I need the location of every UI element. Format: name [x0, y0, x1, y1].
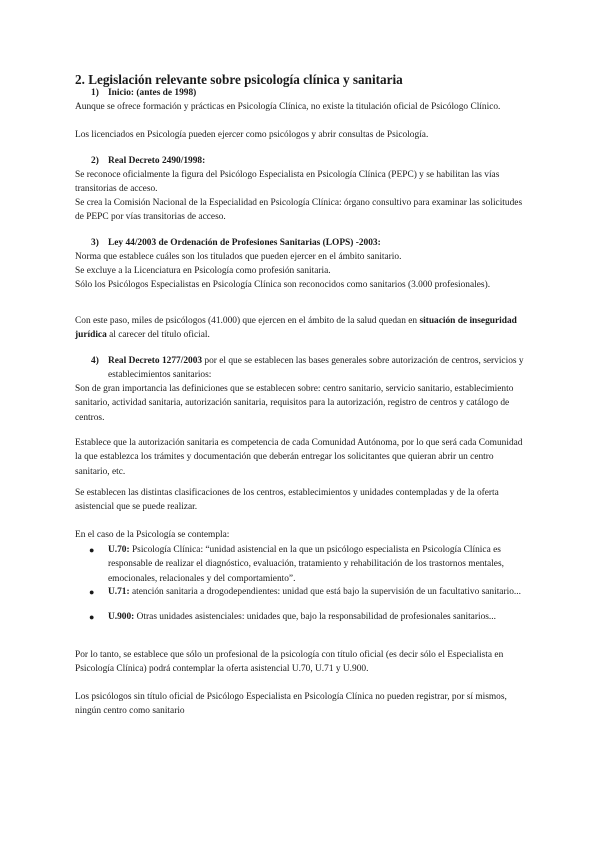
- section-title: 2. Legislación relevante sobre psicología clínica y sanitaria: [75, 72, 403, 87]
- unit-description: Psicología Clínica: “unidad asistencial en la que un psicólogo especialista en Psicología Clínica es responsable de realizar el diagnóstico, evaluación, tratamiento y rehabilitación de los trastornos mentales, emocionales, relacionales y del comportamiento”.: [108, 545, 504, 584]
- note-emphasis: situación de inseguridad jurídica: [75, 316, 517, 341]
- unit-code: U.900:: [108, 612, 135, 622]
- bullet-glyph: ●: [89, 545, 95, 555]
- unit-description: atención sanitaria a drogodependientes: unidad que está bajo la supervisión de un facultativo sanitario...: [131, 587, 521, 597]
- paragraph: Norma que establece cuáles son los titulados que pueden ejercer en el ámbito sanitario.: [75, 252, 402, 262]
- item-heading: Real Decreto 1277/2003: [108, 356, 203, 366]
- item-heading-rest: por el que se establecen las bases generales sobre autorización de centros, servicios y establecimientos sanitarios:: [108, 356, 524, 381]
- paragraph: Establece que la autorización sanitaria es competencia de cada Comunidad Autónoma, por lo que será cada Comunidad la que establezca los trámites y documentación que deberán entregar los solicitantes que quieran abrir un centro sanitario, etc.: [75, 438, 523, 477]
- paragraph: Se excluye a la Licenciatura en Psicología como profesión sanitaria.: [75, 266, 331, 276]
- paragraph: En el caso de la Psicología se contempla:: [75, 530, 230, 540]
- paragraph: Se reconoce oficialmente la figura del Psicólogo Especialista en Psicología Clínica (PEPC) y se habilitan las vías transitorias de acceso.: [75, 170, 500, 195]
- list-item: [108, 610, 528, 624]
- unit-code: U.71:: [108, 587, 130, 597]
- bullet-glyph: ●: [89, 612, 95, 622]
- item-number: 1): [91, 88, 99, 98]
- item-number: 2): [91, 156, 99, 166]
- item-heading-block: [108, 354, 528, 383]
- note-paragraph: [75, 314, 527, 343]
- list-item: [108, 585, 528, 599]
- item-heading: Inicio: (antes de 1998): [108, 88, 197, 98]
- paragraph: Sólo los Psicólogos Especialistas en Psicología Clínica son reconocidos como sanitarios (3.000 profesionales).: [75, 280, 491, 290]
- item-number: 4): [91, 356, 99, 366]
- paragraph: Los licenciados en Psicología pueden ejercer como psicólogos y abrir consultas de Psicología.: [75, 130, 429, 140]
- item-number: 3): [91, 238, 99, 248]
- item-heading: Real Decreto 2490/1998:: [108, 156, 206, 166]
- paragraph: Aunque se ofrece formación y prácticas en Psicología Clínica, no existe la titulación oficial de Psicólogo Clínico.: [75, 102, 501, 112]
- paragraph: Por lo tanto, se establece que sólo un profesional de la psicología con título oficial (es decir sólo el Especialista en Psicología Clínica) podrá contemplar la oferta asistencial U.70, U.71 y U.900.: [75, 650, 504, 675]
- item-heading: Ley 44/2003 de Ordenación de Profesiones Sanitarias (LOPS) -2003:: [108, 238, 381, 248]
- list-item: [108, 543, 528, 586]
- note-text: al carecer del título oficial.: [109, 330, 210, 341]
- paragraph: Se crea la Comisión Nacional de la Especialidad en Psicología Clínica: órgano consultivo para examinar las solicitudes de PEPC por vías transitorias de acceso.: [75, 198, 523, 223]
- paragraph: Se establecen las distintas clasificaciones de los centros, establecimientos y unidades contempladas y de la oferta asistencial que se puede realizar.: [75, 488, 499, 513]
- note-text: Con este paso, miles de psicólogos (41.000) que ejercen en el ámbito de la salud quedan en: [75, 316, 418, 326]
- unit-code: U.70:: [108, 545, 130, 555]
- unit-description: Otras unidades asistenciales: unidades que, bajo la responsabilidad de profesionales sanitarios...: [136, 612, 496, 622]
- paragraph: Son de gran importancia las definiciones que se establecen sobre: centro sanitario, servicio sanitario, establecimiento sanitario, actividad sanitaria, autorización sanitaria, requisitos para la autorización, registro de centros y catálogo de centros.: [75, 384, 514, 423]
- paragraph: Los psicólogos sin título oficial de Psicólogo Especialista en Psicología Clínica no pueden registrar, por sí mismos, ningún centro como sanitario: [75, 692, 507, 717]
- bullet-glyph: ●: [89, 587, 95, 597]
